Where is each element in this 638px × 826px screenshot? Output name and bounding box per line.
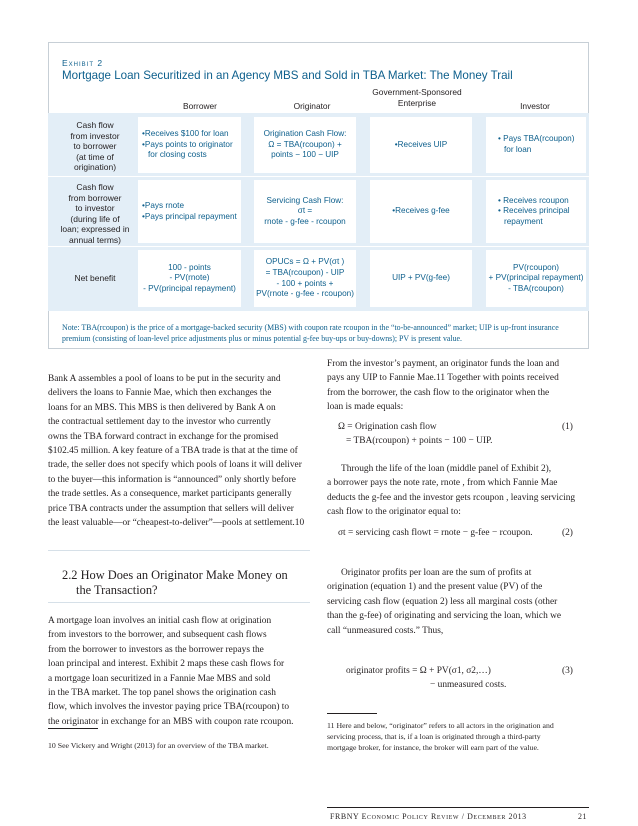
text-line: to the buyer—this information is “announced” only shortly before: [48, 474, 296, 485]
heading-line: 2.2 How Does an Originator Make Money on: [62, 568, 288, 582]
footnote-line: mortgage broker, for instance, the broker will earn part of the value.: [327, 743, 539, 752]
cell-line: •Pays points to originator: [142, 139, 233, 149]
column-header-investor: Investor: [520, 101, 550, 111]
row-label-origination: [56, 120, 134, 173]
footnote-rule: [48, 728, 98, 729]
text-line: a borrower pays the note rate, rnote , from which Fannie Mae: [327, 478, 558, 489]
footnote-line: servicing process, that is, if a loan is originated through a third-party: [327, 732, 541, 741]
note-line: premium (consisting of loan-level price adjustments plus or minus potential g-fee buy-ups or buy-downs); PV is present value.: [62, 334, 463, 343]
cell-borrower-servicing: [138, 180, 241, 243]
row-separator: [48, 176, 589, 177]
text-line: the trade settles. As a consequence, market participants generally: [48, 489, 292, 500]
text-line: Through the life of the loan (middle panel of Exhibit 2),: [341, 464, 552, 474]
cell-borrower-net: [138, 250, 241, 307]
cell-line: = TBA(rcoupon) - UIP: [265, 267, 345, 277]
cell-line: + PV(principal repayment): [488, 273, 584, 283]
text-line: from the borrower, the cash flow to the originator when the: [327, 387, 550, 398]
row-label-line: loan; expressed in: [60, 224, 130, 235]
row-label-line: annual terms): [69, 234, 121, 245]
footer-journal: FRBNY Economic Policy Review / December 2013: [330, 812, 527, 821]
text-line: from investors to the borrower, and subsequent cash flows: [48, 630, 267, 641]
cell-line: •Pays rnote: [142, 200, 185, 210]
text-line: origination (equation 1) and the present value (PV) of the: [327, 582, 543, 593]
cell-originator-net: [254, 250, 356, 307]
cell-line: rnote - g-fee - rcoupon: [264, 216, 346, 226]
cell-line: UIP + PV(g-fee): [392, 273, 450, 283]
left-paragraph-2: [48, 614, 310, 729]
text-line: the least valuable—or “cheapest-to-deliver”—pools at settlement.10: [48, 518, 305, 529]
cell-originator-servicing: [254, 180, 356, 243]
cell-line: •Receives UIP: [394, 139, 448, 149]
row-label-line: to investor: [75, 203, 115, 214]
right-paragraph-2: [327, 462, 589, 520]
cell-line: for loan: [504, 145, 532, 154]
text-line: from the borrower to investors as the borrower repays the: [48, 644, 264, 655]
text-line: cash flow to the originator equal to:: [327, 507, 461, 518]
equation-line: Ω = Origination cash flow: [338, 422, 437, 432]
equation-2-number: (2): [562, 528, 573, 538]
text-line: $102.45 million. A key feature of a TBA trade is that at the time of: [48, 446, 298, 457]
row-label-line: Cash flow: [76, 182, 114, 192]
cell-investor-net: [486, 250, 586, 307]
text-line: price TBA contracts under the assumption that sellers will deliver: [48, 503, 294, 514]
cell-gse-origination: [370, 117, 472, 173]
text-line: in the TBA market. The top panel shows the origination cash: [48, 688, 276, 699]
text-line: From the investor’s payment, an originator funds the loan and: [327, 359, 560, 369]
column-header-borrower: Borrower: [183, 101, 217, 111]
row-label-line: (at time of: [76, 151, 114, 162]
equation-1-number: (1): [562, 422, 573, 432]
cell-line: Servicing Cash Flow:: [266, 195, 344, 205]
text-line: Bank A assembles a pool of loans to be put in the security and: [48, 374, 281, 384]
equation-line: − unmeasured costs.: [430, 680, 507, 690]
text-line: owns the TBA forward contract in exchange for the promised: [48, 431, 279, 442]
row-label-net-benefit: [56, 273, 134, 284]
note-line: Note: TBA(rcoupon) is the price of a mortgage-backed security (MBS) with coupon rate rcoupon in the “to-be-announced” market; UIP is up-front insurance: [62, 323, 559, 332]
cell-line: PV(rnote - g-fee - rcoupon): [256, 289, 354, 299]
row-label-line: from investor: [70, 130, 120, 141]
section-heading: [62, 568, 312, 598]
equation-1: [338, 420, 538, 448]
cell-line: • Receives rcoupon: [498, 195, 569, 205]
cell-line: 100 - points: [168, 262, 211, 272]
cell-line: - 100 + points +: [276, 278, 334, 288]
equation-line: originator profits = Ω + PV(σ1, σ2,…): [346, 666, 491, 676]
equation-2: σt = servicing cash flowt = rnote − g-fee − rcoupon.: [338, 528, 533, 538]
row-label-line: from borrower: [68, 192, 122, 203]
text-line: Originator profits per loan are the sum of profits at: [341, 568, 532, 578]
heading-line: the Transaction?: [76, 583, 158, 597]
right-paragraph-3: [327, 566, 589, 638]
equation-line: = TBA(rcoupon) + points − 100 − UIP.: [346, 436, 493, 446]
row-separator: [48, 246, 589, 247]
exhibit-title: Mortgage Loan Securitized in an Agency MBS and Sold in TBA Market: The Money Trail: [62, 69, 513, 82]
cell-line: repayment: [504, 216, 543, 226]
text-line: loan is made equals:: [327, 402, 404, 413]
text-line: the originator in exchange for an MBS with coupon rate rcoupon.: [48, 716, 294, 727]
column-header-gse: [367, 87, 467, 109]
exhibit-note: [62, 322, 580, 344]
row-label-line: to borrower: [73, 141, 117, 152]
section-rule: [48, 550, 310, 551]
cell-line: • Receives principal: [498, 206, 570, 216]
text-line: the contractual settlement day to the investor who currently: [48, 417, 271, 428]
text-line: pays any UIP to Fannie Mae.11 Together with points received: [327, 373, 559, 384]
footnote-rule: [327, 713, 377, 714]
cell-gse-servicing: [370, 180, 472, 243]
footnote-11: [327, 720, 589, 753]
text-line: a mortgage loan securitized in a Fannie Mae MBS and sold: [48, 673, 271, 684]
cell-line: - PV(principal repayment): [143, 283, 236, 293]
text-line: trade, the seller does not specify which pools of loans it will deliver: [48, 460, 302, 471]
cell-line: Ω = TBA(rcoupon) +: [268, 139, 342, 149]
cell-borrower-origination: [138, 117, 241, 173]
text-line: A mortgage loan involves an initial cash flow at origination: [48, 616, 272, 626]
page-number: 21: [578, 812, 588, 821]
column-header-gse-text: Government-Sponsored Enterprise: [372, 87, 462, 108]
cell-line: σt =: [297, 206, 313, 216]
cell-investor-origination: [486, 117, 586, 173]
row-label-line: Cash flow: [76, 120, 114, 130]
footnote-10: 10 See Vickery and Wright (2013) for an overview of the TBA market.: [48, 741, 269, 750]
column-header-originator: Originator: [293, 101, 331, 111]
text-line: than the g-fee) of originating and servicing the loan, which we: [327, 611, 562, 622]
cell-line: Origination Cash Flow:: [263, 129, 347, 139]
section-rule: [48, 602, 310, 603]
left-paragraph-1: [48, 372, 310, 530]
row-label-line: origination): [73, 162, 117, 173]
cell-line: - TBA(rcoupon): [508, 283, 564, 293]
text-line: delivers the loans to Fannie Mae, which then exchanges the: [48, 388, 272, 399]
cell-originator-origination: [254, 117, 356, 173]
exhibit-label: Exhibit 2: [62, 58, 104, 68]
text-line: servicing cash flow (equation 2) less all marginal costs (other: [327, 596, 558, 607]
cell-line: •Pays principal repayment: [142, 211, 237, 221]
text-line: loan principal and interest. Exhibit 2 maps these cash flows for: [48, 659, 285, 670]
text-line: deducts the g-fee and the investor gets rcoupon , leaving servicing: [327, 492, 576, 503]
text-line: flow, which involves the investor paying price TBA(rcoupon) to: [48, 702, 290, 713]
equation-3-number: (3): [562, 666, 573, 676]
cell-line: OPUCs = Ω + PV(σt ): [265, 257, 345, 267]
cell-line: •Receives $100 for loan: [142, 129, 229, 139]
equation-3: [346, 664, 556, 692]
footer-rule: [327, 807, 589, 808]
text-line: loans for an MBS. This MBS is then delivered by Bank A on: [48, 402, 276, 413]
cell-line: •Receives g-fee: [392, 206, 450, 216]
cell-line: - PV(rnote): [169, 273, 210, 283]
cell-line: for closing costs: [148, 150, 207, 160]
row-label-line: (during life of: [70, 213, 120, 224]
text-line: call “unmeasured costs.” Thus,: [327, 625, 444, 636]
cell-line: PV(rcoupon): [513, 262, 559, 272]
cell-line: • Pays TBA(rcoupon): [498, 134, 575, 144]
cell-line: points − 100 − UIP: [271, 150, 339, 160]
cell-investor-servicing: [486, 180, 586, 243]
row-label-line: Net benefit: [74, 273, 116, 283]
cell-gse-net: [370, 250, 472, 307]
right-paragraph-1: [327, 357, 589, 415]
row-label-servicing: [52, 182, 138, 246]
footnote-line: 11 Here and below, “originator” refers to all actors in the origination and: [327, 721, 554, 730]
